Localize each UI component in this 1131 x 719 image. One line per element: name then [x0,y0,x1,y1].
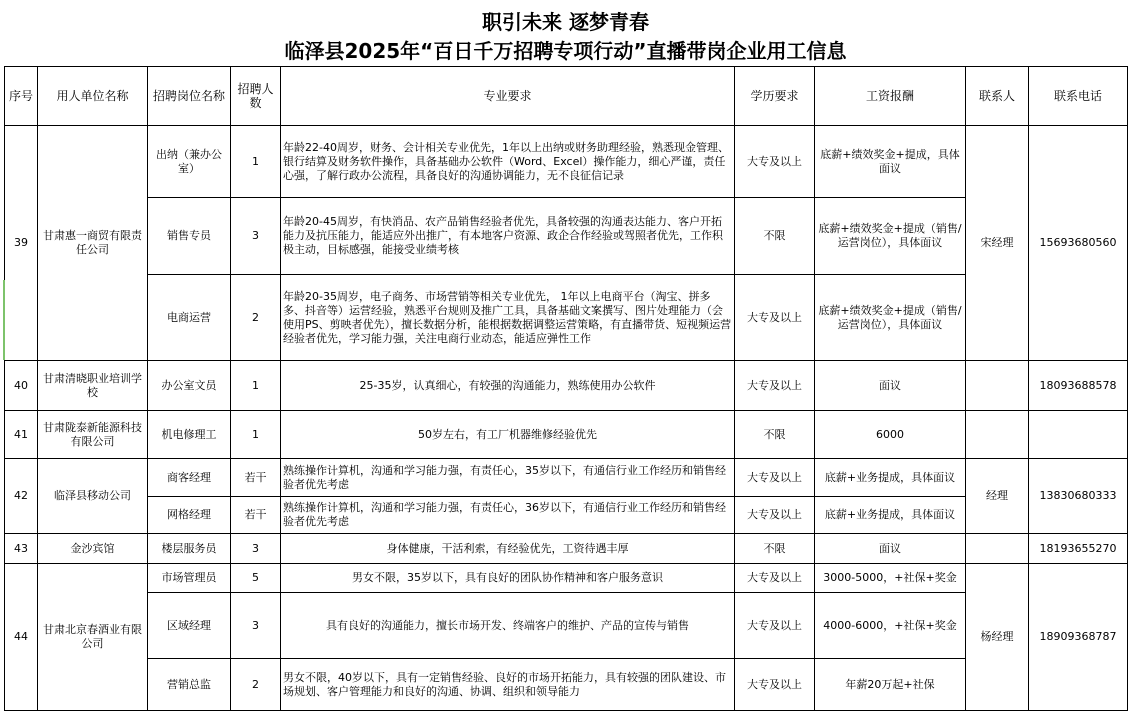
salary-cell: 6000 [815,411,966,459]
position-cell: 机电修理工 [148,411,231,459]
header-phone: 联系电话 [1029,67,1128,126]
education-cell: 大专及以上 [735,593,815,659]
header-count: 招聘人数 [231,67,281,126]
company-cell: 金沙宾馆 [38,534,148,564]
position-cell: 办公室文员 [148,361,231,411]
education-cell: 大专及以上 [735,361,815,411]
contact-cell: 宋经理 [966,126,1029,361]
requirement-cell: 年龄20-35周岁，电子商务、市场营销等相关专业优先， 1年以上电商平台（淘宝、拼多多、抖音等）运营经验，熟悉平台规则及推广工具，具备基础文案撰写、图片处理能力（会使用PS、剪映者优先），擅长数据分析，能根据数据调整运营策略，有直播带货、短视频运营经验者优先，学习能力强，关注电商行业动态，能适应弹性工作 [281,275,735,361]
education-cell: 不限 [735,534,815,564]
salary-cell: 年薪20万起+社保 [815,659,966,711]
count-cell: 5 [231,564,281,593]
table-row [5,126,1128,198]
count-cell: 3 [231,593,281,659]
requirement-cell: 50岁左右，有工厂机器维修经验优先 [281,411,735,459]
count-cell: 1 [231,361,281,411]
requirement-cell: 熟练操作计算机，沟通和学习能力强，有责任心，35岁以下，有通信行业工作经历和销售经验者优先考虑 [281,459,735,497]
salary-cell: 3000-5000，+社保+奖金 [815,564,966,593]
contact-cell: 经理 [966,459,1029,534]
contact-cell [966,411,1029,459]
table-row [5,534,1128,564]
header-seq: 序号 [5,67,38,126]
education-cell: 大专及以上 [735,275,815,361]
salary-cell: 面议 [815,534,966,564]
requirement-cell: 男女不限，40岁以下，具有一定销售经验、良好的市场开拓能力，具有较强的团队建设、市场规划、客户管理能力和良好的沟通、协调、组织和领导能力 [281,659,735,711]
education-cell: 大专及以上 [735,459,815,497]
header-company: 用人单位名称 [38,67,148,126]
page-subtitle: 临泽县2025年“百日千万招聘专项行动”直播带岗企业用工信息 [284,39,847,63]
header-salary: 工资报酬 [815,67,966,126]
company-cell: 甘肃惠一商贸有限责任公司 [38,126,148,361]
header-contact: 联系人 [966,67,1029,126]
table-row [5,361,1128,411]
company-cell: 甘肃北京春酒业有限公司 [38,564,148,711]
position-cell: 销售专员 [148,198,231,275]
company-cell: 临泽县移动公司 [38,459,148,534]
row-selection-marker [3,280,5,360]
seq-cell: 39 [5,126,38,361]
count-cell: 3 [231,198,281,275]
table-row [5,411,1128,459]
table-row [5,564,1128,593]
company-cell: 甘肃清晓职业培训学校 [38,361,148,411]
phone-cell: 13830680333 [1029,459,1128,534]
header-education: 学历要求 [735,67,815,126]
table-row [5,593,1128,659]
requirement-cell: 具有良好的沟通能力，擅长市场开发、终端客户的维护、产品的宣传与销售 [281,593,735,659]
phone-cell: 15693680560 [1029,126,1128,361]
education-cell: 不限 [735,411,815,459]
count-cell: 1 [231,411,281,459]
phone-cell: 18909368787 [1029,564,1128,711]
salary-cell: 4000-6000，+社保+奖金 [815,593,966,659]
phone-cell: 18193655270 [1029,534,1128,564]
table-row [5,275,1128,361]
seq-cell: 41 [5,411,38,459]
education-cell: 大专及以上 [735,497,815,534]
phone-cell [1029,411,1128,459]
count-cell: 1 [231,126,281,198]
position-cell: 出纳（兼办公室） [148,126,231,198]
education-cell: 大专及以上 [735,564,815,593]
count-cell: 若干 [231,459,281,497]
table-row [5,659,1128,711]
seq-cell: 40 [5,361,38,411]
education-cell: 不限 [735,198,815,275]
seq-cell: 42 [5,459,38,534]
salary-cell: 底薪+绩效奖金+提成，具体面议 [815,126,966,198]
count-cell: 2 [231,659,281,711]
requirement-cell: 熟练操作计算机，沟通和学习能力强，有责任心，36岁以下，有通信行业工作经历和销售经验者优先考虑 [281,497,735,534]
requirement-cell: 25-35岁，认真细心，有较强的沟通能力，熟练使用办公软件 [281,361,735,411]
count-cell: 若干 [231,497,281,534]
position-cell: 电商运营 [148,275,231,361]
position-cell: 营销总监 [148,659,231,711]
title-area [0,0,1131,66]
requirement-cell: 年龄20-45周岁，有快消品、农产品销售经验者优先，具备较强的沟通表达能力、客户开拓能力及抗压能力，能适应外出推广，有本地客户资源、政企合作经验或驾照者优先，工作积极主动，目标感强，能接受业绩考核 [281,198,735,275]
contact-cell: 杨经理 [966,564,1029,711]
count-cell: 3 [231,534,281,564]
requirement-cell: 身体健康，干活利索，有经验优先，工资待遇丰厚 [281,534,735,564]
position-cell: 楼层服务员 [148,534,231,564]
position-cell: 网格经理 [148,497,231,534]
header-requirement: 专业要求 [281,67,735,126]
company-cell: 甘肃陇泰新能源科技有限公司 [38,411,148,459]
salary-cell: 底薪+绩效奖金+提成（销售/运营岗位），具体面议 [815,198,966,275]
table-row [5,198,1128,275]
seq-cell: 43 [5,534,38,564]
salary-cell: 底薪+绩效奖金+提成（销售/运营岗位），具体面议 [815,275,966,361]
salary-cell: 底薪+业务提成，具体面议 [815,459,966,497]
contact-cell [966,361,1029,411]
position-cell: 市场管理员 [148,564,231,593]
seq-cell: 44 [5,564,38,711]
header-row [5,67,1128,126]
contact-cell [966,534,1029,564]
recruitment-table [4,66,1128,711]
table-row [5,459,1128,497]
salary-cell: 底薪+业务提成，具体面议 [815,497,966,534]
requirement-cell: 年龄22-40周岁，财务、会计相关专业优先，1年以上出纳或财务助理经验，熟悉现金管理、银行结算及财务软件操作，具备基础办公软件（Word、Excel）操作能力，细心严谨，责任心强，了解行政办公流程，具备良好的沟通协调能力，无不良征信记录 [281,126,735,198]
header-position: 招聘岗位名称 [148,67,231,126]
education-cell: 大专及以上 [735,126,815,198]
table-row [5,497,1128,534]
position-cell: 区域经理 [148,593,231,659]
education-cell: 大专及以上 [735,659,815,711]
page-title: 职引未来 逐梦青春 [482,10,649,34]
count-cell: 2 [231,275,281,361]
position-cell: 商客经理 [148,459,231,497]
requirement-cell: 男女不限，35岁以下，具有良好的团队协作精神和客户服务意识 [281,564,735,593]
phone-cell: 18093688578 [1029,361,1128,411]
salary-cell: 面议 [815,361,966,411]
